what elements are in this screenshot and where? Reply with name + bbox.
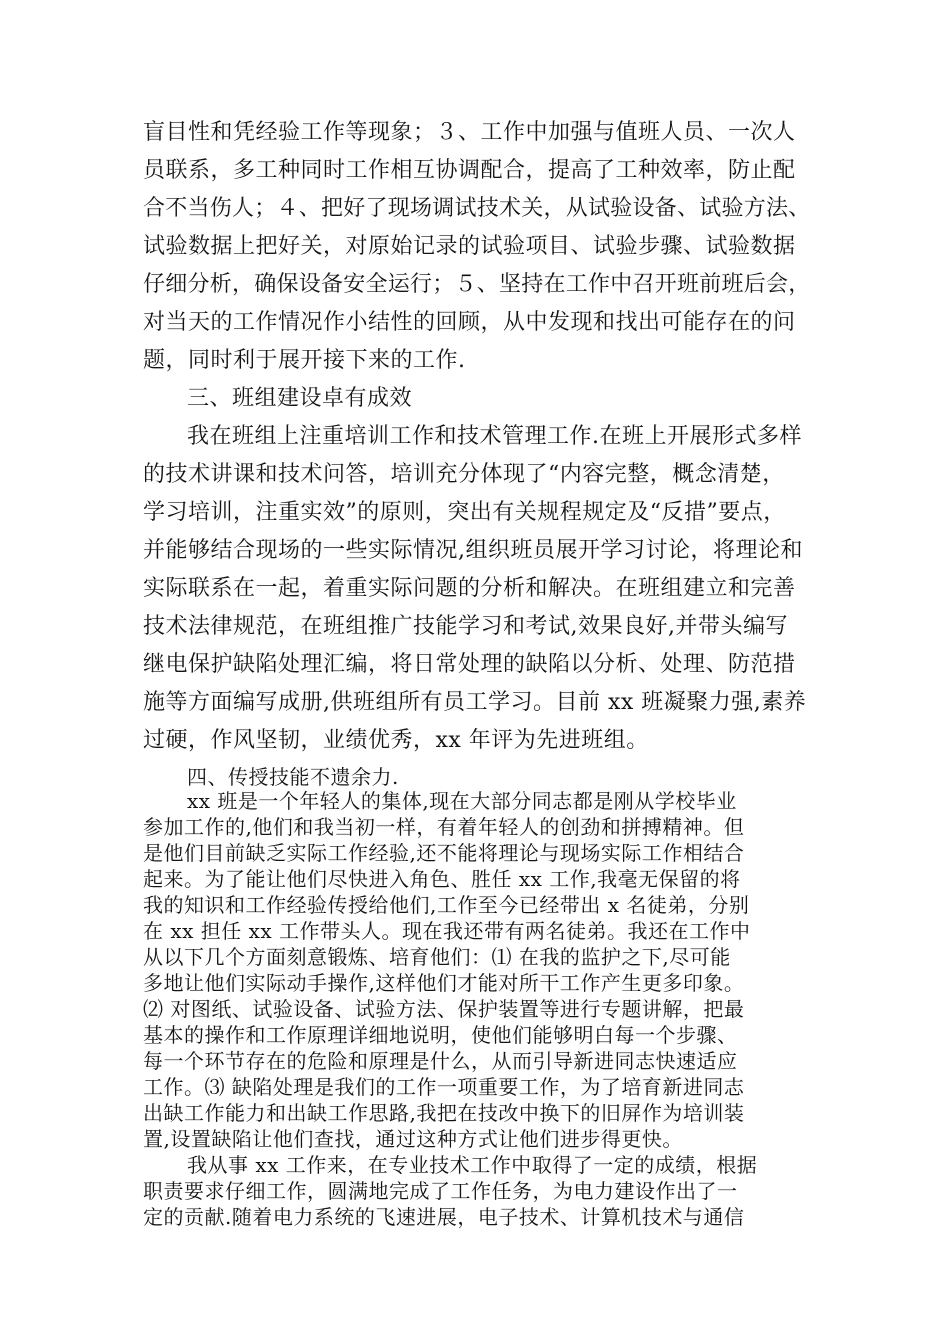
text-line: 是他们目前缺乏实际工作经验,还不能将理论与现场实际工作相结合 <box>143 841 745 865</box>
text-line: 的技术讲课和技术问答，培训充分体现了“内容完整，概念清楚， <box>143 462 785 487</box>
text-line: xx 班是一个年轻人的集体,现在大部分同志都是刚从学校毕业 <box>187 789 737 813</box>
text-line: 基本的操作和工作原理详细地说明，使他们能够明白每一个步骤、 <box>143 1023 738 1047</box>
text-line: 参加工作的,他们和我当初一样，有着年轻人的创劲和拼搏精神。但 <box>143 815 745 839</box>
text-line: 我从事 xx 工作来，在专业技术工作中取得了一定的成绩，根据 <box>187 1153 758 1177</box>
text-line: 置,设置缺陷让他们查找，通过这种方式让他们进步得更快。 <box>143 1127 683 1151</box>
text-line: 工作。⑶ 缺陷处理是我们的工作一项重要工作，为了培育新进同志 <box>143 1075 745 1099</box>
text-line: 在 xx 担任 xx 工作带头人。现在我还带有两名徒弟。我还在工作中 <box>143 919 751 943</box>
text-line: 并能够结合现场的一些实际情况,组织班员展开学习讨论，将理论和 <box>143 538 803 563</box>
text-line: 施等方面编写成册,供班组所有员工学习。目前 xx 班凝聚力强,素养 <box>143 690 807 715</box>
text-line: 实际联系在一起，着重实际问题的分析和解决。在班组建立和完善 <box>143 576 796 601</box>
section-heading-3: 三、班组建设卓有成效 <box>187 386 413 411</box>
text-line: 过硬，作风坚韧，业绩优秀，xx 年评为先进班组。 <box>143 728 649 753</box>
text-line: 技术法律规范，在班组推广技能学习和考试,效果良好,并带头编写 <box>143 614 788 639</box>
text-line: 我的知识和工作经验传授给他们,工作至今已经带出 x 名徒弟，分别 <box>143 893 750 917</box>
text-line: 合不当伤人；４、把好了现场调试技术关，从试验设备、试验方法、 <box>143 196 811 221</box>
text-line: 题，同时利于展开接下来的工作. <box>143 348 466 373</box>
text-line: 继电保护缺陷处理汇编，将日常处理的缺陷以分析、处理、防范措 <box>143 652 796 677</box>
text-line: ⑵ 对图纸、试验设备、试验方法、保护装置等进行专题讲解，把最 <box>143 997 745 1021</box>
text-line: 我在班组上注重培训工作和技术管理工作.在班上开展形式多样 <box>187 424 802 449</box>
text-line: 定的贡献.随着电力系统的飞速进展，电子技术、计算机技术与通信 <box>143 1205 745 1229</box>
text-line: 试验数据上把好关，对原始记录的试验项目、试验步骤、试验数据 <box>143 234 796 259</box>
text-line: 职责要求仔细工作，圆满地完成了工作任务，为电力建设作出了一 <box>143 1179 738 1203</box>
text-line: 每一个环节存在的危险和原理是什么，从而引导新进同志快速适应 <box>143 1049 738 1073</box>
text-line: 盲目性和凭经验工作等现象；３、工作中加强与值班人员、一次人 <box>143 120 796 145</box>
text-line: 起来。为了能让他们尽快进入角色、胜任 xx 工作,我毫无保留的将 <box>143 867 741 891</box>
section-heading-4: 四、传授技能不遗余力. <box>187 765 399 789</box>
text-line: 多地让他们实际动手操作,这样他们才能对所干工作产生更多印象。 <box>143 971 745 995</box>
text-line: 员联系，多工种同时工作相互协调配合，提高了工种效率，防止配 <box>143 158 796 183</box>
text-line: 仔细分析，确保设备安全运行；５、坚持在工作中召开班前班后会， <box>143 272 811 297</box>
text-line: 出缺工作能力和出缺工作思路,我把在技改中换下的旧屏作为培训装 <box>143 1101 745 1125</box>
text-line: 对当天的工作情况作小结性的回顾，从中发现和找出可能存在的问 <box>143 310 796 335</box>
text-line: 学习培训，注重实效”的原则，突出有关规程规定及“反措”要点， <box>143 500 786 525</box>
text-line: 从以下几个方面刻意锻炼、培育他们：⑴ 在我的监护之下,尽可能 <box>143 945 731 969</box>
